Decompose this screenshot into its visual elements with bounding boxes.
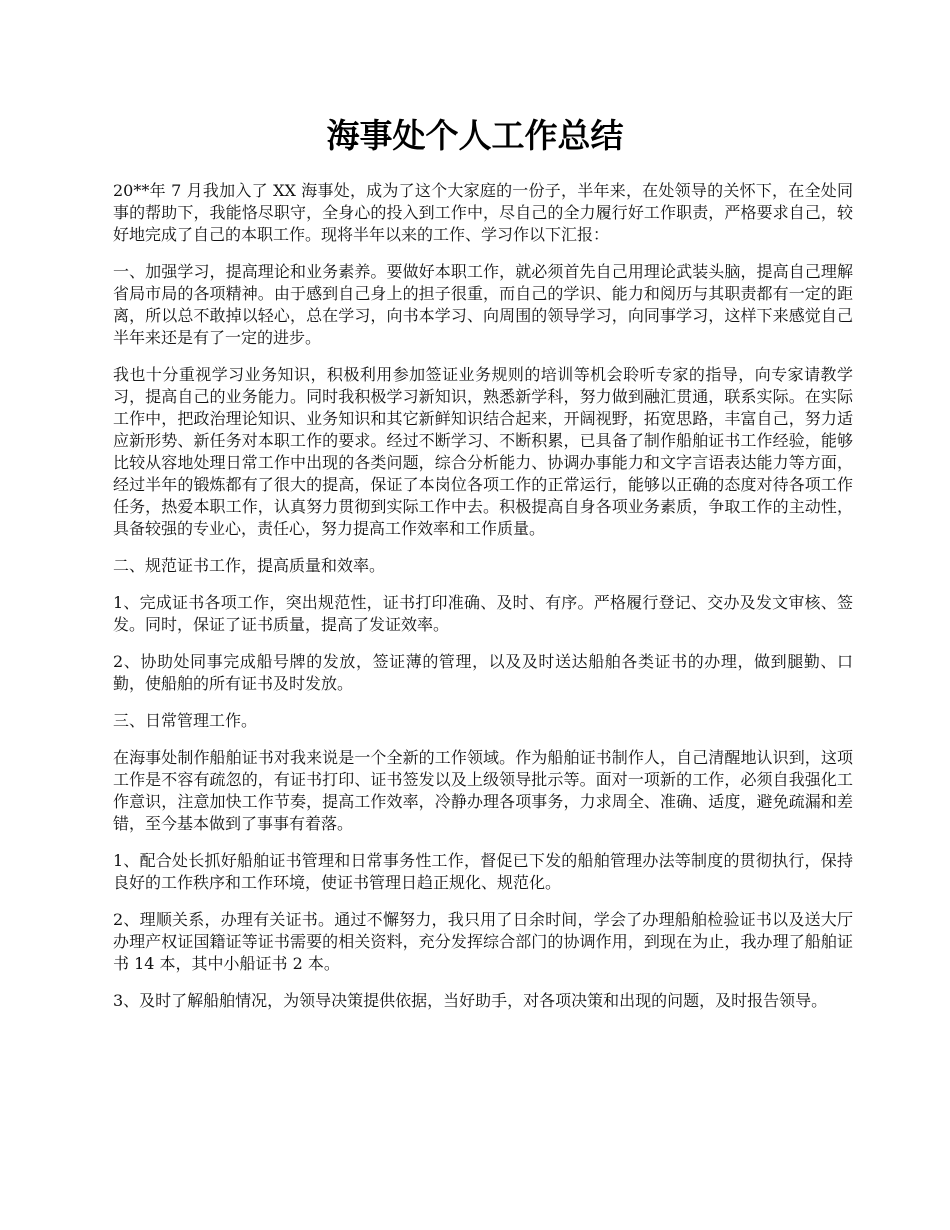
paragraph-item-3-3: 3、及时了解船舶情况，为领导决策提供依据，当好助手，对各项决策和出现的问题，及时报告领导。	[113, 991, 828, 1010]
paragraph-item-3-2: 2、理顺关系，办理有关证书。通过不懈努力，我只用了日余时间，学会了办理船舶检验证书以及送大厅办理产权证国籍证等证书需要的相关资料，充分发挥综合部门的协调作用，到现在为止，我办理了船舶证书 14 本，其中小船证书 2 本。	[113, 910, 853, 973]
paragraph-intro: 20**年 7 月我加入了 XX 海事处，成为了这个大家庭的一份子，半年来，在处领导的关怀下，在全处同事的帮助下，我能恪尽职守，全身心的投入到工作中，尽自己的全力履行好工作职责，严格要求自己，较好地完成了自己的本职工作。现将半年以来的工作、学习作以下汇报：	[113, 181, 853, 244]
section-heading-3: 三、日常管理工作。	[113, 711, 258, 730]
document-body	[113, 180, 853, 1027]
paragraph-section-1: 一、加强学习，提高理论和业务素养。要做好本职工作，就必须首先自己用理论武装头脑，提高自己理解省局市局的各项精神。由于感到自己身上的担子很重，而自己的学识、能力和阅历与其职责都有一定的距离，所以总不敢掉以轻心，总在学习，向书本学习、向周围的领导学习，向同事学习，这样下来感觉自己半年来还是有了一定的进步。	[113, 262, 853, 347]
section-heading-2: 二、规范证书工作，提高质量和效率。	[113, 556, 386, 575]
paragraph-daily-management: 在海事处制作船舶证书对我来说是一个全新的工作领域。作为船舶证书制作人，自己清醒地认识到，这项工作是不容有疏忽的，有证书打印、证书签发以及上级领导批示等。面对一项新的工作，必须自我强化工作意识，注意加快工作节奏，提高工作效率，冷静办理各项事务，力求周全、准确、适度，避免疏漏和差错，至今基本做到了事事有着落。	[113, 748, 853, 833]
paragraph-item-2-1: 1、完成证书各项工作，突出规范性，证书打印准确、及时、有序。严格履行登记、交办及发文审核、签发。同时，保证了证书质量，提高了发证效率。	[113, 593, 853, 634]
paragraph-item-3-1: 1、配合处长抓好船舶证书管理和日常事务性工作，督促已下发的船舶管理办法等制度的贯彻执行，保持良好的工作秩序和工作环境，使证书管理日趋正规化、规范化。	[113, 851, 853, 892]
paragraph-item-2-2: 2、协助处同事完成船号牌的发放，签证薄的管理，以及及时送达船舶各类证书的办理，做到腿勤、口勤，使船舶的所有证书及时发放。	[113, 652, 853, 693]
document-title: 海事处个人工作总结	[326, 116, 624, 155]
paragraph-business-knowledge: 我也十分重视学习业务知识，积极利用参加签证业务规则的培训等机会聆听专家的指导，向专家请教学习，提高自己的业务能力。同时我积极学习新知识，熟悉新学科，努力做到融汇贯通，联系实际。在实际工作中，把政治理论知识、业务知识和其它新鲜知识结合起来，开阔视野，拓宽思路，丰富自己，努力适应新形势、新任务对本职工作的要求。经过不断学习、不断积累，已具备了制作船舶证书工作经验，能够比较从容地处理日常工作中出现的各类问题，综合分析能力、协调办事能力和文字言语表达能力等方面，经过半年的锻炼都有了很大的提高，保证了本岗位各项工作的正常运行，能够以正确的态度对待各项工作任务，热爱本职工作，认真努力贯彻到实际工作中去。积极提高自身各项业务素质，争取工作的主动性，具备较强的专业心，责任心，努力提高工作效率和工作质量。	[113, 365, 853, 538]
